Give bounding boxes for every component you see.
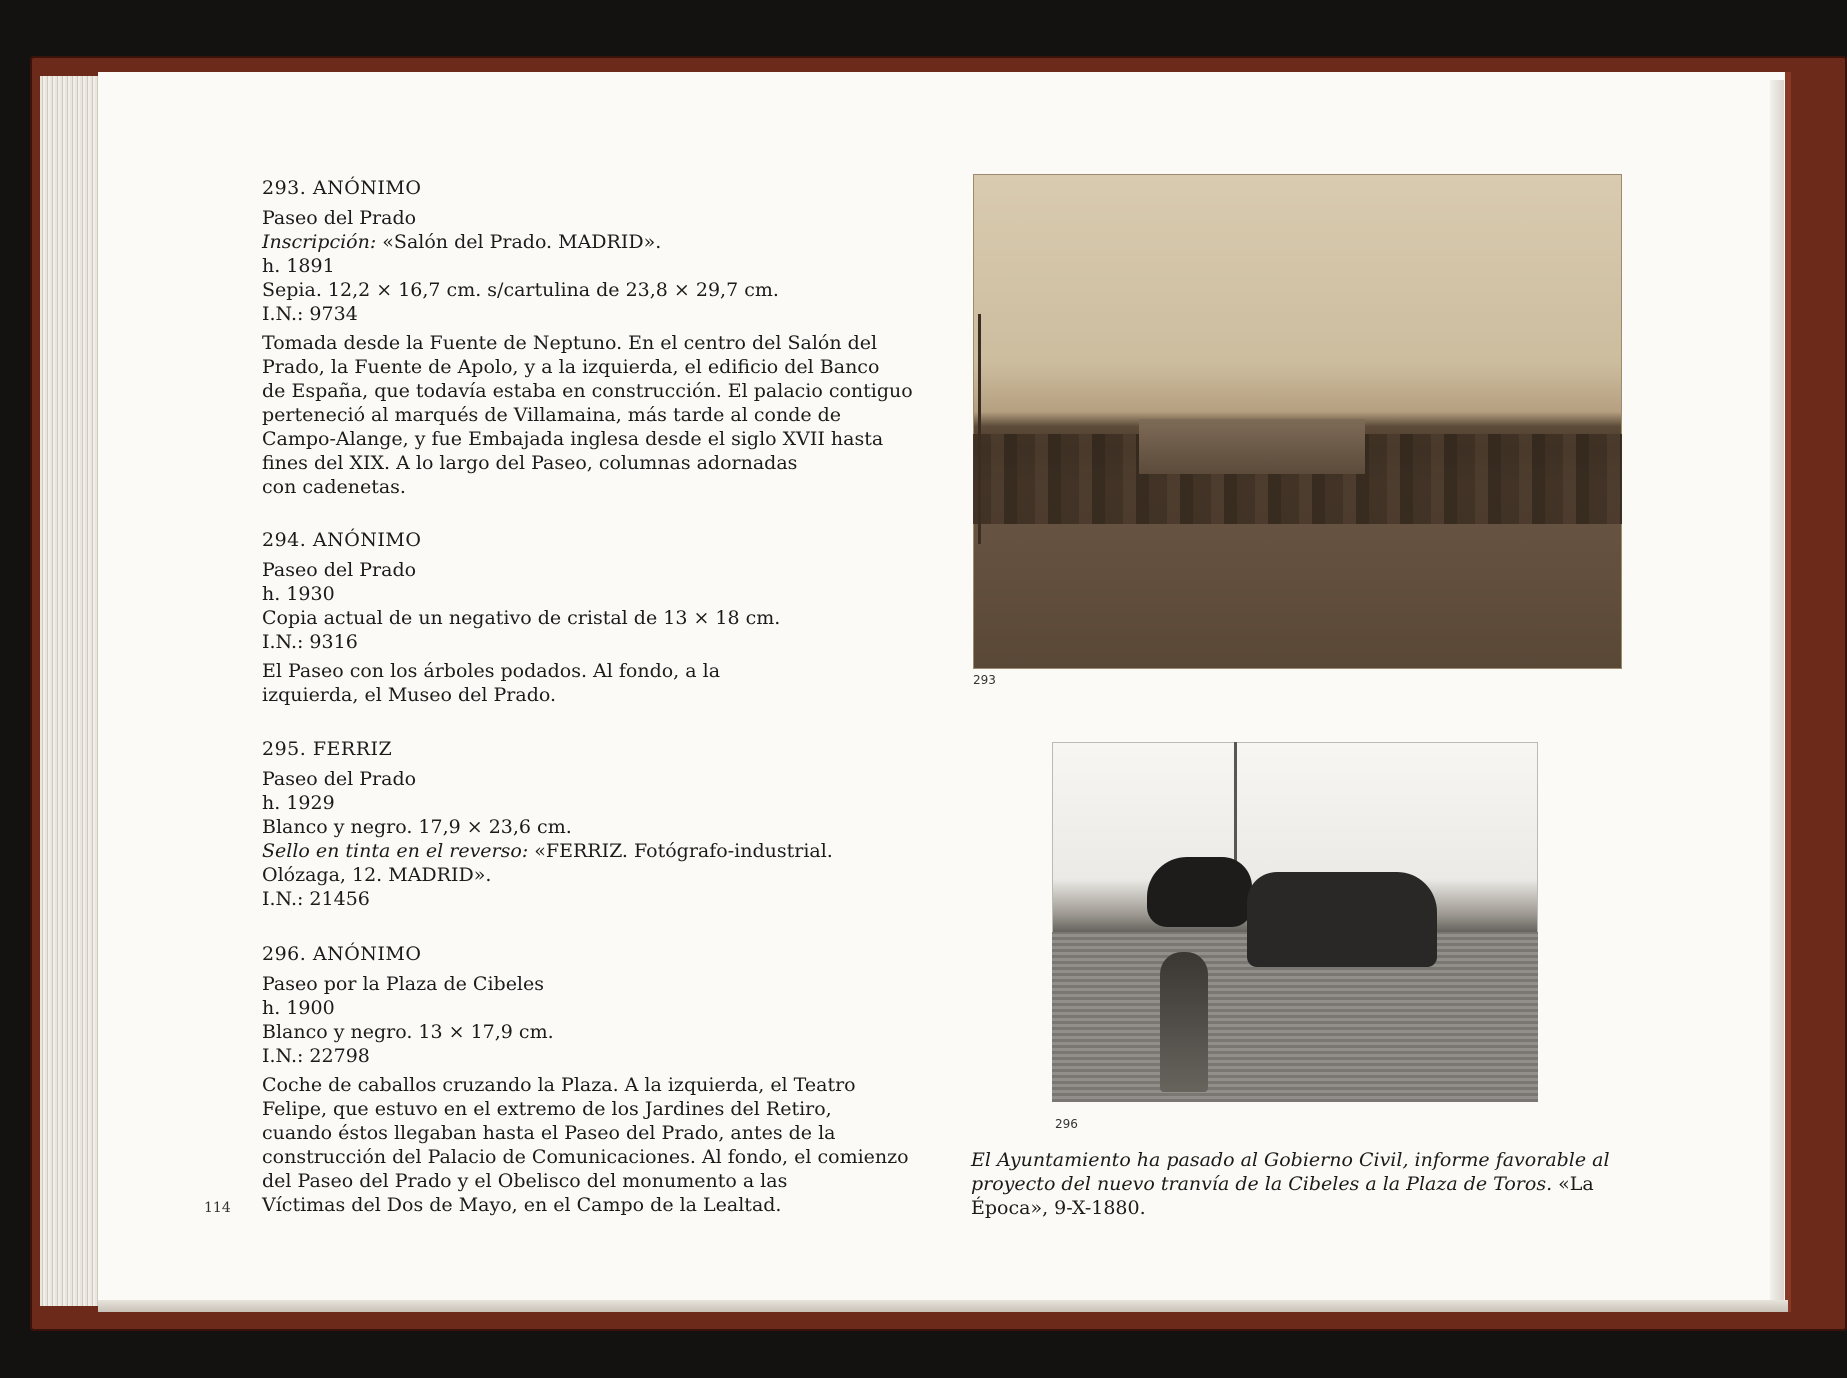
bottom-page-edge [98,1300,1788,1312]
entry-heading: 295. FERRIZ [262,738,393,760]
quote-text: El Ayuntamiento ha pasado al Gobierno Civil, informe favorable al proyecto del nuevo tranvía de la Cibeles a la Plaza de Toros. [971,1149,1610,1195]
entry-date: h. 1891 [262,255,335,277]
description-line: fines del XIX. A lo largo del Paseo, columnas adornadas [262,452,798,474]
cover-strip [1785,72,1791,1312]
stamp-text: «FERRIZ. Fotógrafo-industrial. [528,840,833,862]
description-line: construcción del Palacio de Comunicaciones. Al fondo, el comienzo [262,1146,909,1168]
entry-description [262,1073,909,1217]
photo-plaza-de-cibeles-296 [1052,742,1538,1102]
quote-source: «La Época», 9-X-1880. [971,1173,1594,1219]
entry-heading: 296. ANÓNIMO [262,943,422,965]
description-line: con cadenetas. [262,476,406,498]
description-line: izquierda, el Museo del Prado. [262,684,557,706]
entry-date: h. 1929 [262,792,335,814]
inscription-text: «Salón del Prado. MADRID». [376,231,662,253]
catalog-entry-294 [262,528,780,707]
description-line: Coche de caballos cruzando la Plaza. A la izquierda, el Teatro [262,1074,856,1096]
inscription-label: Inscripción: [262,231,377,253]
description-line: perteneció al marqués de Villamaina, más tarde al conde de [262,404,842,426]
entry-technique: Blanco y negro. 13 × 17,9 cm. [262,1021,554,1043]
entry-title: Paseo del Prado [262,768,417,790]
entry-heading: 293. ANÓNIMO [262,177,422,199]
description-line: Felipe, que estuvo en el extremo de los Jardines del Retiro, [262,1098,832,1120]
photo-296-quote [971,1148,1627,1220]
photo-mast [978,314,981,544]
entry-title: Paseo del Prado [262,559,417,581]
photo-building [1139,419,1365,474]
photo-caption-number: 296 [1055,1117,1078,1131]
description-line: Prado, la Fuente de Apolo, y a la izquierda, el edificio del Banco [262,356,880,378]
description-line: Tomada desde la Fuente de Neptuno. En el centro del Salón del [262,332,878,354]
entry-technique: Sepia. 12,2 × 16,7 cm. s/cartulina de 23,8 × 29,7 cm. [262,279,779,301]
catalog-entry-296 [262,942,909,1217]
description-line: Campo-Alange, y fue Embajada inglesa desde el siglo XVII hasta [262,428,884,450]
photo-caption-number: 293 [973,673,996,687]
entry-inventory: I.N.: 9316 [262,631,358,653]
entry-inventory: I.N.: 21456 [262,888,370,910]
entry-stamp [262,839,833,863]
entry-technique: Copia actual de un negativo de cristal de 13 × 18 cm. [262,607,781,629]
entry-title: Paseo del Prado [262,207,417,229]
photo-horse [1147,857,1252,927]
entry-inventory: I.N.: 22798 [262,1045,370,1067]
entry-title: Paseo por la Plaza de Cibeles [262,973,545,995]
entry-date: h. 1930 [262,583,335,605]
entry-description [262,331,913,499]
entry-description [262,659,780,707]
entry-inscription [262,230,913,254]
photo-figure [1160,952,1208,1092]
entry-heading: 294. ANÓNIMO [262,529,422,551]
catalog-entry-295 [262,737,833,911]
entry-inventory: I.N.: 9734 [262,303,358,325]
right-page-edge [1770,80,1784,1308]
page-number: 114 [204,1200,231,1216]
description-line: Víctimas del Dos de Mayo, en el Campo de la Lealtad. [262,1194,782,1216]
entry-technique: Blanco y negro. 17,9 × 23,6 cm. [262,816,572,838]
description-line: El Paseo con los árboles podados. Al fondo, a la [262,660,721,682]
catalog-entry-293 [262,176,913,499]
description-line: del Paseo del Prado y el Obelisco del monumento a las [262,1170,788,1192]
entry-stamp-address: Olózaga, 12. MADRID». [262,864,492,886]
description-line: cuando éstos llegaban hasta el Paseo del Prado, antes de la [262,1122,836,1144]
page-stack-edge [40,76,106,1306]
photo-carriage [1247,872,1437,967]
entry-date: h. 1900 [262,997,335,1019]
photo-lamp-pole [1234,742,1237,877]
photo-paseo-del-prado-293 [973,174,1622,669]
stamp-label: Sello en tinta en el reverso: [262,840,529,862]
description-line: de España, que todavía estaba en construcción. El palacio contiguo [262,380,913,402]
